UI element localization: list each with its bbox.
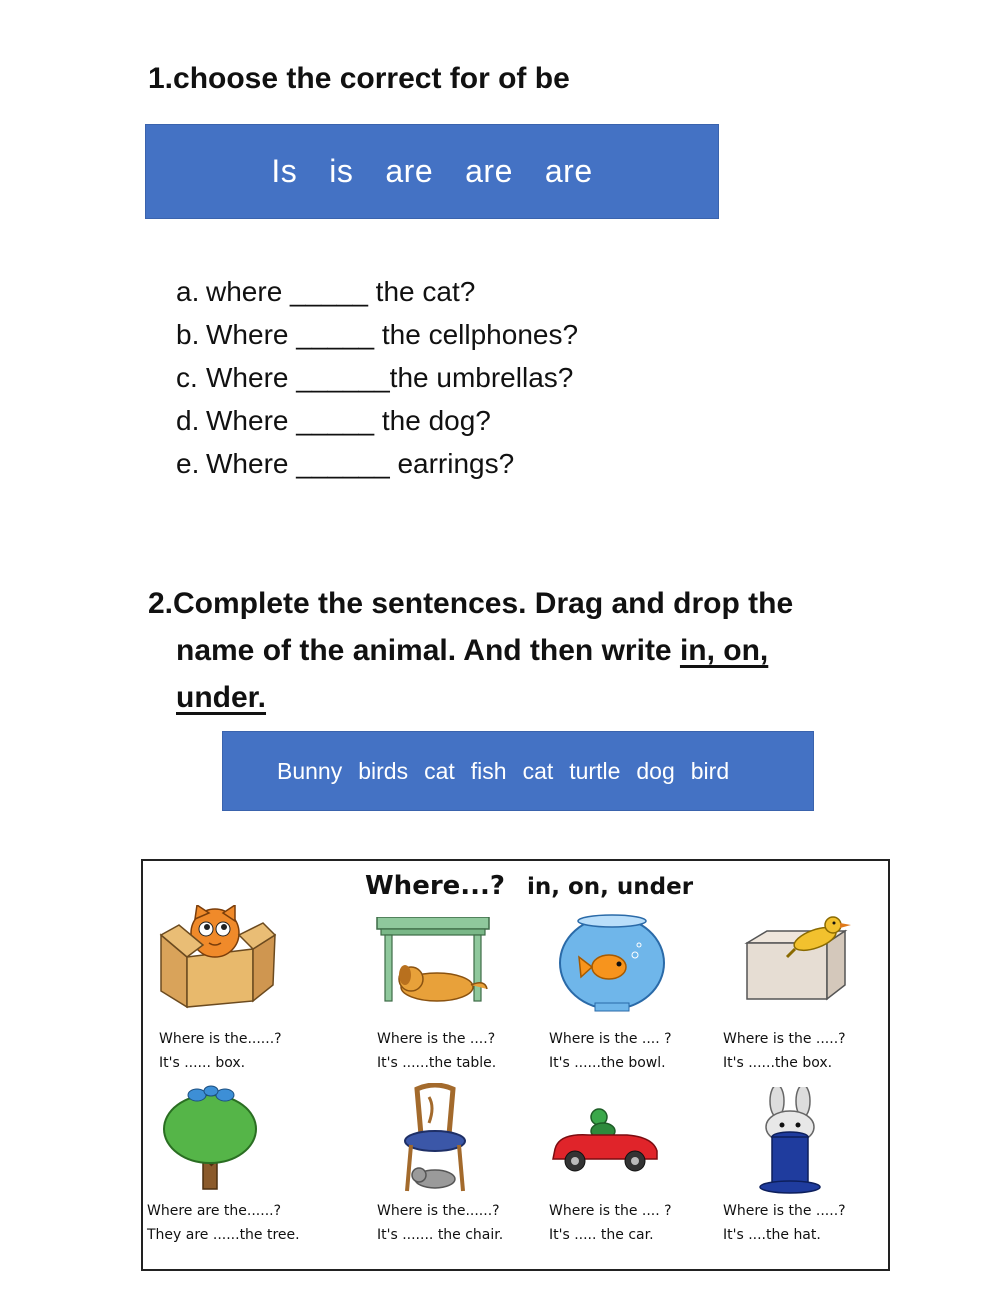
bunny-in-hat-image [743, 1087, 839, 1197]
word-chip[interactable]: is [329, 153, 354, 189]
picture-title-sub: in, on, under [527, 874, 694, 900]
question-text[interactable]: Where _____ the dog? [206, 405, 491, 436]
word-chip[interactable]: are [544, 153, 593, 189]
where-picture-panel [141, 859, 890, 1271]
picture-title-where: Where...? [365, 871, 505, 901]
cell-answer: It's ......the bowl. [549, 1055, 666, 1071]
word-chip[interactable]: are [465, 153, 513, 189]
cell-answer: It's ....the hat. [723, 1227, 821, 1243]
bird-on-box-image [743, 913, 855, 1009]
dog-under-table-image [375, 917, 493, 1007]
cell-answer: It's ..... the car. [549, 1227, 654, 1243]
question-label: d. [176, 405, 200, 436]
section2-heading-line2 [148, 627, 793, 674]
word-chip[interactable]: cat [522, 757, 554, 784]
cell-answer: It's ......the table. [377, 1055, 497, 1071]
exercise-cell-7 [549, 1199, 672, 1247]
word-chip[interactable]: turtle [569, 757, 621, 784]
exercise-cell-8 [723, 1199, 846, 1247]
question-text[interactable]: Where ______ earrings? [206, 448, 515, 479]
word-chip[interactable]: birds [358, 757, 409, 784]
cell-question: Where is the ....? [377, 1031, 496, 1047]
section1-heading: 1.choose the correct for of be [148, 62, 570, 95]
list-item [176, 362, 578, 405]
question-label: a. [176, 276, 200, 307]
section2-heading-line1: 2.Complete the sentences. Drag and drop the [148, 587, 794, 620]
exercise-cell-4 [723, 1027, 846, 1075]
exercise-cell-5 [147, 1199, 300, 1247]
list-item [176, 448, 578, 491]
word-chip[interactable]: cat [424, 757, 455, 784]
exercise-cell-2 [377, 1027, 496, 1075]
question-text[interactable]: Where ______the umbrellas? [206, 362, 574, 393]
fish-in-bowl-image [557, 907, 667, 1013]
cell-answer: It's ....... the chair. [377, 1227, 504, 1243]
exercise-cell-1 [159, 1027, 282, 1075]
word-chip[interactable]: fish [470, 757, 507, 784]
list-item [176, 276, 578, 319]
list-item [176, 319, 578, 362]
cell-question: Where is the......? [159, 1031, 282, 1047]
word-bank-animals [222, 731, 814, 811]
cell-answer: It's ...... box. [159, 1055, 246, 1071]
section2-heading [148, 580, 793, 721]
cell-question: Where is the......? [377, 1203, 500, 1219]
question-label: e. [176, 448, 200, 479]
word-chip[interactable]: Is [271, 153, 298, 189]
question-label: c. [176, 362, 198, 393]
word-chip[interactable]: bird [690, 757, 730, 784]
cat-in-box-image [153, 905, 278, 1015]
question-list [176, 276, 578, 491]
word-chip[interactable]: Bunny [277, 757, 343, 784]
word-chip[interactable]: dog [636, 757, 675, 784]
exercise-cell-3 [549, 1027, 672, 1075]
cell-question: Where is the .... ? [549, 1203, 672, 1219]
picture-title [365, 871, 693, 901]
cell-question: Where is the .....? [723, 1031, 846, 1047]
turtle-in-car-image [549, 1105, 661, 1175]
birds-in-tree-image [161, 1085, 261, 1193]
cell-question: Where is the .... ? [549, 1031, 672, 1047]
question-text[interactable]: where _____ the cat? [206, 276, 476, 307]
section2-heading-line3: under. [176, 681, 267, 714]
exercise-cell-6 [377, 1199, 503, 1247]
question-text[interactable]: Where _____ the cellphones? [206, 319, 579, 350]
cat-under-chair-image [395, 1083, 475, 1195]
cell-question: Where is the .....? [723, 1203, 846, 1219]
question-label: b. [176, 319, 200, 350]
cell-answer: It's ......the box. [723, 1055, 833, 1071]
list-item [176, 405, 578, 448]
word-bank-be [145, 124, 719, 219]
cell-answer: They are ......the tree. [147, 1227, 300, 1243]
heading-plain-text: name of the animal. And then write [176, 634, 680, 667]
cell-question: Where are the......? [147, 1203, 282, 1219]
heading-underlined-text: in, on, [679, 634, 769, 667]
word-chip[interactable]: are [385, 153, 434, 189]
